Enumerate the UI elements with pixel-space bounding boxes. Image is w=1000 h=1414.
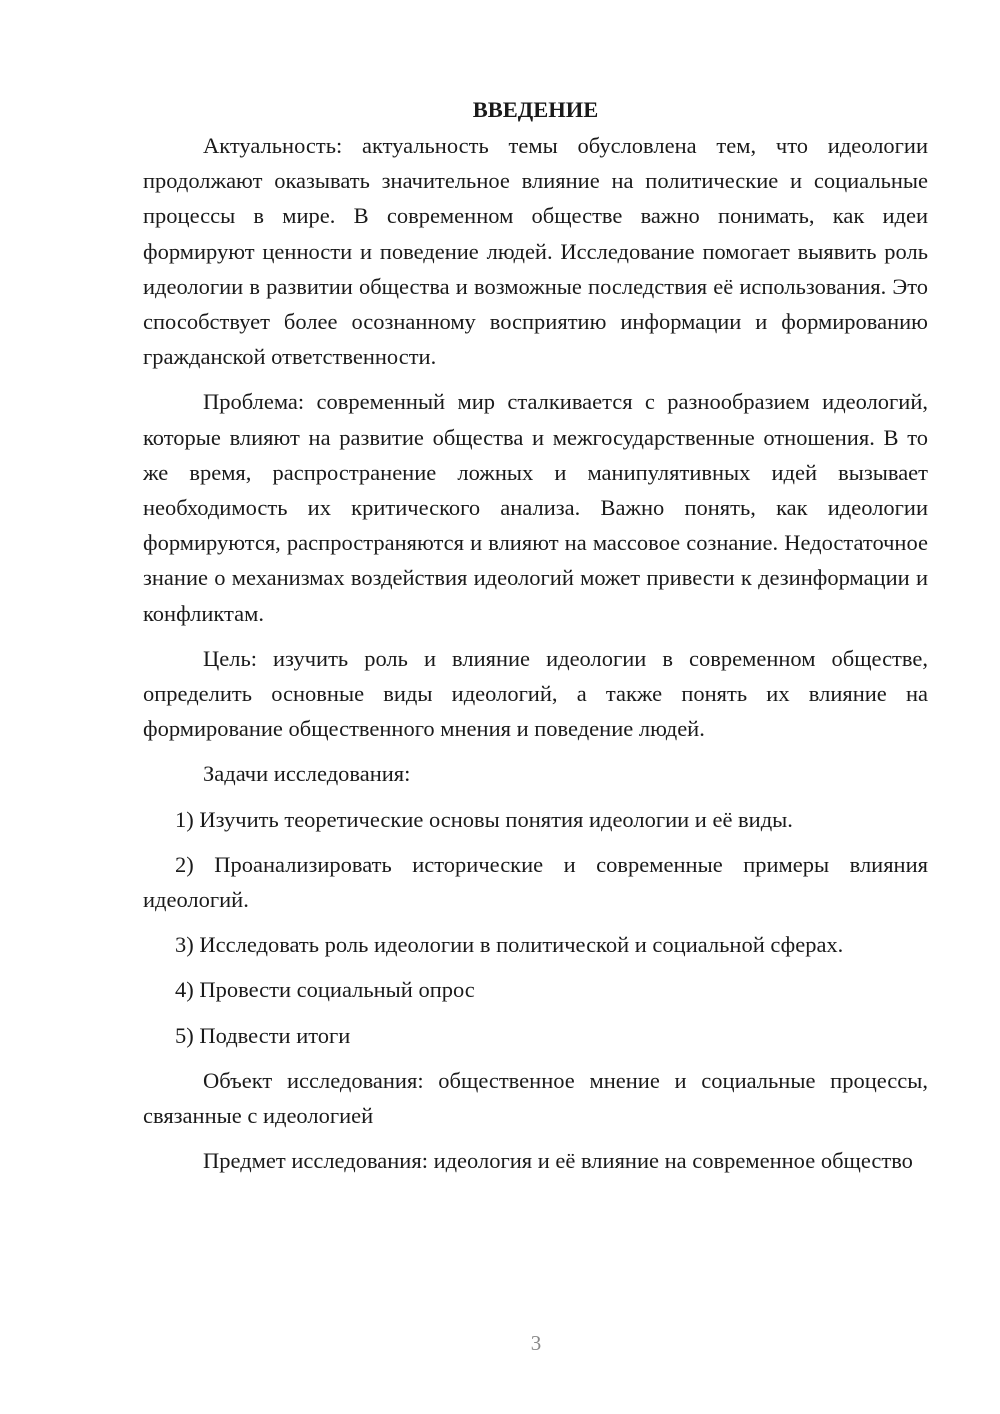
task-item: 4) Провести социальный опрос [175, 977, 475, 1003]
tasks-heading: Задачи исследования: [203, 761, 411, 787]
task-item: 2) Проанализировать исторические и современные примеры влияния идеологий. [143, 851, 928, 913]
goal-paragraph: Цель: изучить роль и влияние идеологии в современном обществе, определить основные виды идеологий, а также понять их влияние на формирование общественного мнения и поведение людей. [143, 645, 928, 742]
problem-paragraph: Проблема: современный мир сталкивается с разнообразием идеологий, которые влияют на развитие общества и межгосударственные отношения. В то же время, распространение ложных и манипулятивных идей вызывает необходимость их критического анализа. Важно понять, как идеологии формируются, распространяются и влияют на массовое сознание. Недостаточное знание о механизмах воздействия идеологий может привести к дезинформации и конфликтам. [143, 389, 928, 626]
task-item: 3) Исследовать роль идеологии в политической и социальной сферах. [175, 932, 844, 958]
task-item: 1) Изучить теоретические основы понятия идеологии и её виды. [175, 806, 793, 832]
relevance-paragraph: Актуальность: актуальность темы обусловлена тем, что идеологии продолжают оказывать значительное влияние на политические и социальные процессы в мире. В современном обществе важно понимать, как идеи формируют ценности и поведение людей. Исследование помогает выявить роль идеологии в развитии общества и возможные последствия её использования. Это способствует более осознанному восприятию информации и формированию гражданской ответственности. [143, 133, 928, 370]
section-title: ВВЕДЕНИЕ [472, 97, 599, 122]
task-item: 5) Подвести итоги [175, 1022, 351, 1048]
research-subject-paragraph: Предмет исследования: идеология и её влияние на современное общество [203, 1148, 913, 1174]
page-content [143, 92, 928, 1188]
page-number: 3 [530, 1331, 542, 1355]
research-object-paragraph: Объект исследования: общественное мнение и социальные процессы, связанные с идеологией [143, 1067, 928, 1129]
